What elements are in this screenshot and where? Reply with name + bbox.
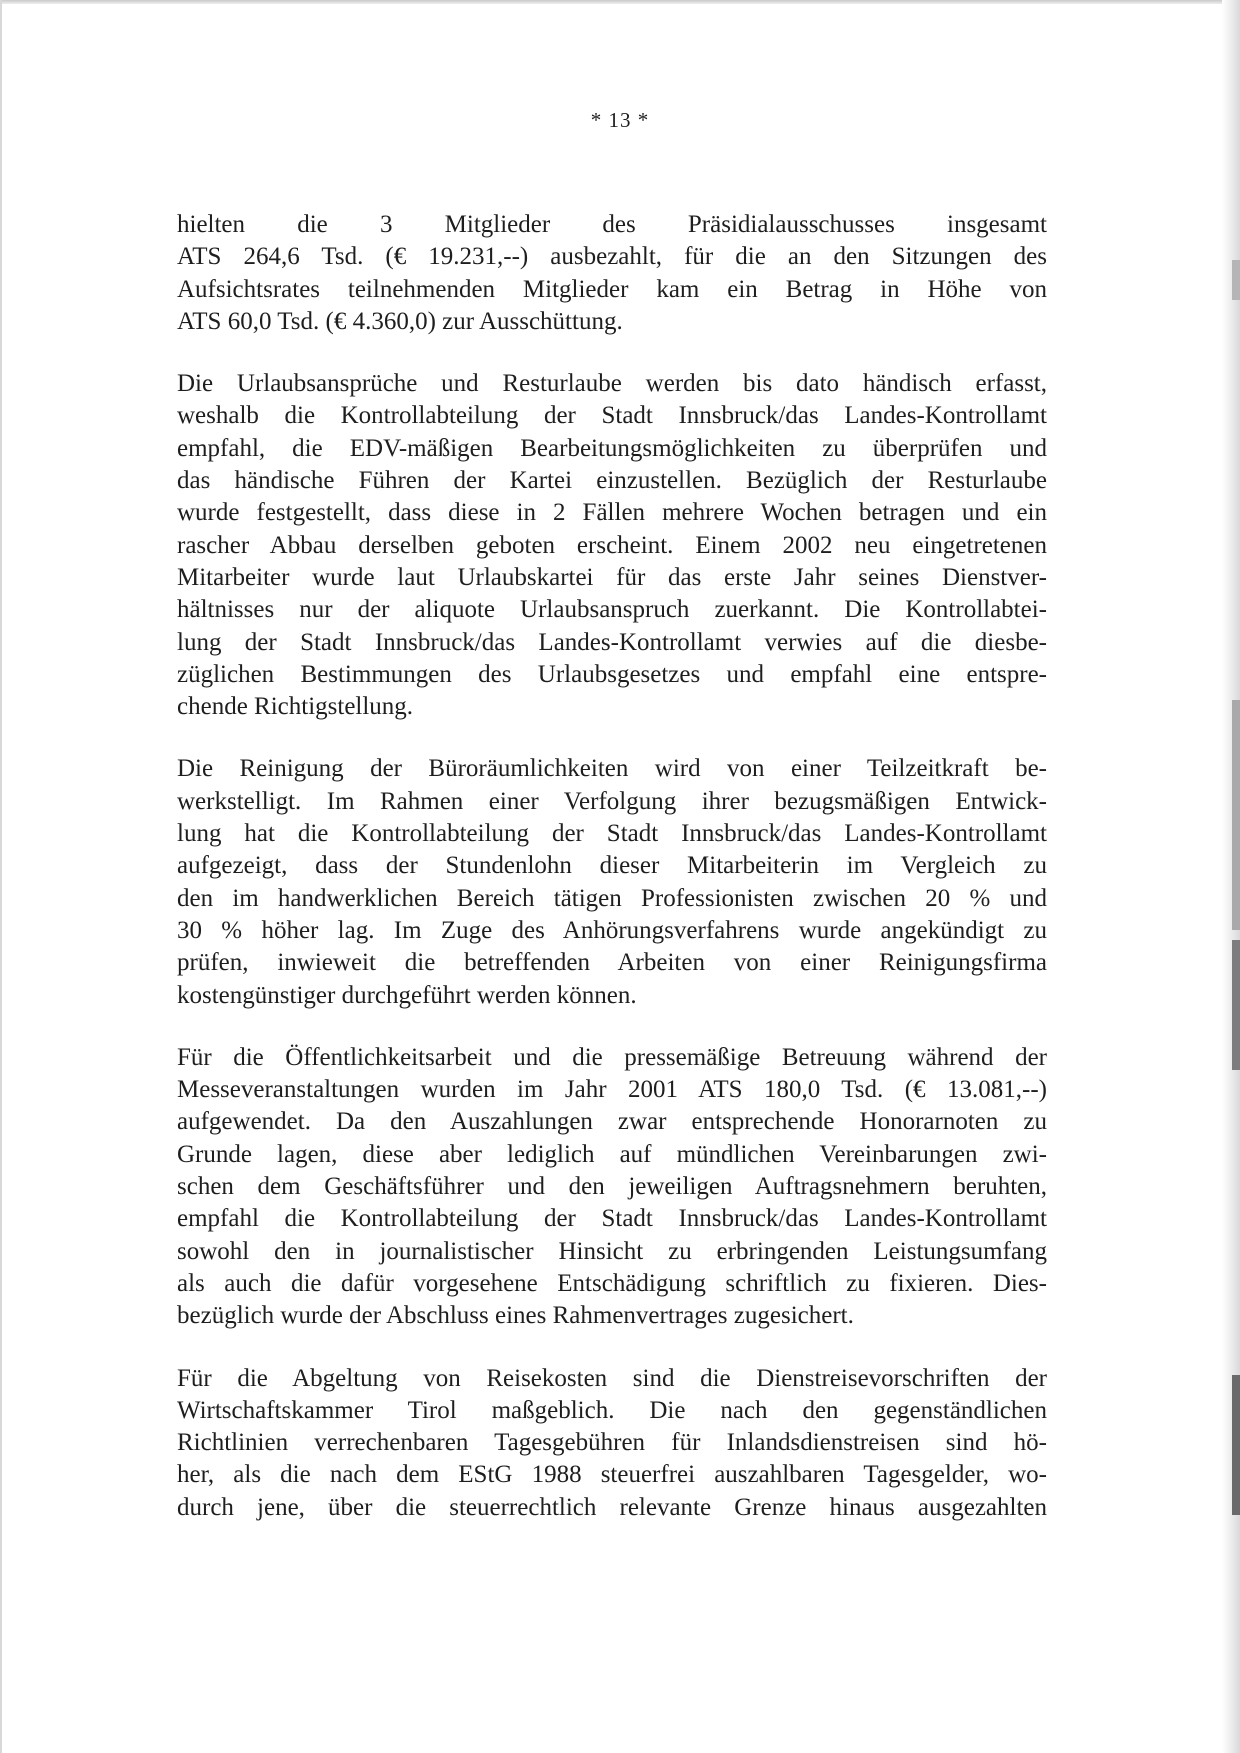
text-line: züglichen Bestimmungen des Urlaubsgesetzes und empfahl eine entspre- — [177, 660, 1047, 688]
text-line: Mitarbeiter wurde laut Urlaubskartei für das erste Jahr seines Dienstver- — [177, 563, 1047, 591]
text-line: 30 % höher lag. Im Zuge des Anhörungsverfahrens wurde angekündigt zu — [177, 916, 1047, 944]
text-line: empfahl, die EDV-mäßigen Bearbeitungsmöglichkeiten zu überprüfen und — [177, 434, 1047, 462]
text-line: Die Urlaubsansprüche und Resturlaube werden bis dato händisch erfasst, — [177, 370, 1047, 398]
text-line: den im handwerklichen Bereich tätigen Professionisten zwischen 20 % und — [177, 884, 1047, 912]
scan-mark — [1232, 700, 1240, 930]
text-line: Richtlinien verrechenbaren Tagesgebühren für Inlandsdienstreisen sind hö- — [177, 1429, 1047, 1457]
text-line: aufgezeigt, dass der Stundenlohn dieser Mitarbeiterin im Vergleich zu — [177, 852, 1047, 880]
text-line: ATS 60,0 Tsd. (€ 4.360,0) zur Ausschüttung. — [177, 307, 623, 335]
text-line: aufgewendet. Da den Auszahlungen zwar entsprechende Honorarnoten zu — [177, 1108, 1047, 1136]
text-line: hielten die 3 Mitglieder des Präsidialausschusses insgesamt — [177, 211, 1047, 238]
paragraph-2 — [177, 368, 1047, 723]
text-line: kostengünstiger durchgeführt werden können. — [177, 981, 637, 1009]
text-line: prüfen, inwieweit die betreffenden Arbeiten von einer Reinigungsfirma — [177, 949, 1047, 977]
scan-edge-left — [0, 0, 2, 1753]
scan-edge-top — [0, 0, 1240, 4]
text-line: hältnisses nur der aliquote Urlaubsanspruch zuerkannt. Die Kontrollabtei- — [177, 596, 1047, 624]
text-line: Messeveranstaltungen wurden im Jahr 2001 ATS 180,0 Tsd. (€ 13.081,--) — [177, 1076, 1047, 1104]
text-line: Grunde lagen, diese aber lediglich auf mündlichen Vereinbarungen zwi- — [177, 1140, 1047, 1168]
text-line: lung der Stadt Innsbruck/das Landes-Kontrollamt verwies auf die diesbe- — [177, 628, 1047, 656]
text-line: Die Reinigung der Büroräumlichkeiten wird von einer Teilzeitkraft be- — [177, 755, 1047, 783]
text-line: her, als die nach dem EStG 1988 steuerfrei auszahlbaren Tagesgelder, wo- — [177, 1461, 1047, 1489]
text-line: empfahl die Kontrollabteilung der Stadt Innsbruck/das Landes-Kontrollamt — [177, 1205, 1047, 1233]
text-line: Für die Öffentlichkeitsarbeit und die pressemäßige Betreuung während der — [177, 1043, 1047, 1071]
text-line: weshalb die Kontrollabteilung der Stadt Innsbruck/das Landes-Kontrollamt — [177, 402, 1047, 430]
scan-mark — [1232, 940, 1240, 1070]
scan-mark — [1232, 1375, 1240, 1515]
paragraph-4 — [177, 1042, 1047, 1333]
text-line: Aufsichtsrates teilnehmenden Mitglieder kam ein Betrag in Höhe von — [177, 275, 1047, 303]
text-line: sowohl den in journalistischer Hinsicht zu erbringenden Leistungsumfang — [177, 1237, 1047, 1265]
paragraph-1 — [177, 209, 1047, 338]
text-line: bezüglich wurde der Abschluss eines Rahmenvertrages zugesichert. — [177, 1302, 854, 1330]
text-line: Wirtschaftskammer Tirol maßgeblich. Die nach den gegenständlichen — [177, 1396, 1047, 1424]
text-line: schen dem Geschäftsführer und den jeweiligen Auftragsnehmern beruhten, — [177, 1173, 1047, 1201]
scan-mark — [1232, 260, 1240, 300]
text-line: durch jene, über die steuerrechtlich relevante Grenze hinaus ausgezahlten — [177, 1493, 1047, 1521]
text-line: Für die Abgeltung von Reisekosten sind die Dienstreisevorschriften der — [177, 1364, 1047, 1392]
text-line: rascher Abbau derselben geboten erscheint. Einem 2002 neu eingetretenen — [177, 531, 1047, 559]
text-line: wurde festgestellt, dass diese in 2 Fällen mehrere Wochen betragen und ein — [177, 499, 1047, 527]
text-line: werkstelligt. Im Rahmen einer Verfolgung ihrer bezugsmäßigen Entwick- — [177, 787, 1047, 815]
text-line: als auch die dafür vorgesehene Entschädigung schriftlich zu fixieren. Dies- — [177, 1269, 1047, 1297]
page-number: * 13 * — [590, 108, 650, 132]
text-line: das händische Führen der Kartei einzustellen. Bezüglich der Resturlaube — [177, 467, 1047, 495]
text-line: chende Richtigstellung. — [177, 693, 414, 721]
document-body — [177, 209, 1047, 1554]
paragraph-3 — [177, 753, 1047, 1011]
paragraph-5 — [177, 1363, 1047, 1524]
text-line: lung hat die Kontrollabteilung der Stadt Innsbruck/das Landes-Kontrollamt — [177, 820, 1047, 848]
text-line: ATS 264,6 Tsd. (€ 19.231,--) ausbezahlt, für die an den Sitzungen des — [177, 243, 1047, 271]
